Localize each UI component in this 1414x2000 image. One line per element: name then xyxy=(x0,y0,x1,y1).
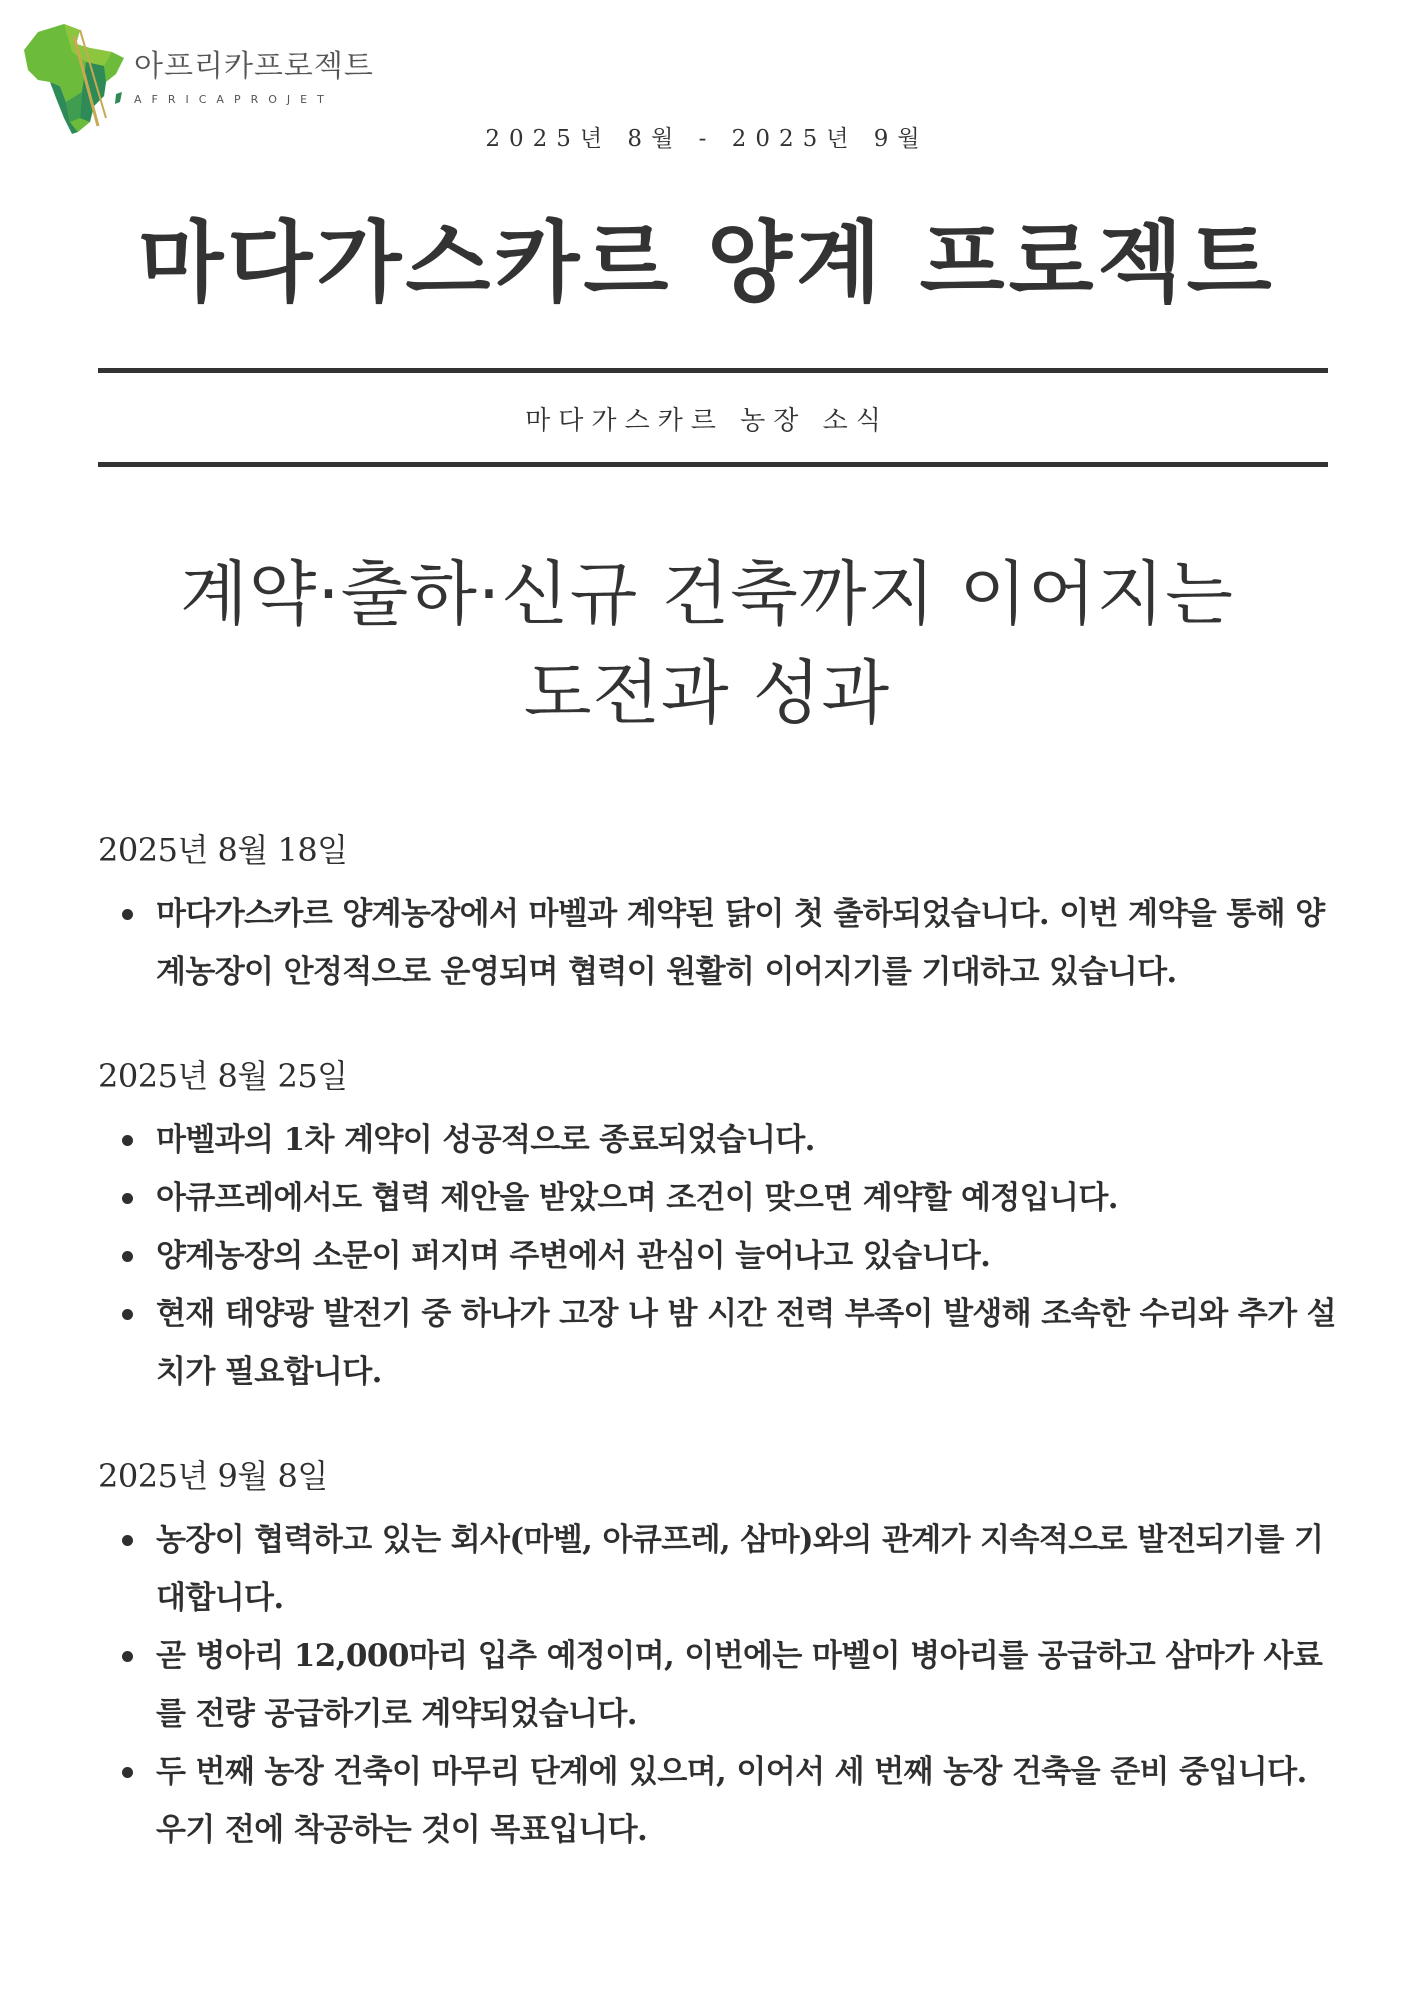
logo xyxy=(20,22,374,134)
africa-map-icon xyxy=(20,22,128,134)
newsletter-subtitle: 마다가스카르 농장 소식 xyxy=(525,406,889,436)
bullet-icon xyxy=(122,909,133,920)
list-item-text: 아큐프레에서도 협력 제안을 받았으며 조건이 맞으면 계약할 예정입니다. xyxy=(156,1180,1118,1216)
section-date: 2025년 8월 25일 xyxy=(98,1057,348,1095)
divider-top xyxy=(98,368,1328,373)
news-content xyxy=(98,825,1338,1909)
list-item xyxy=(98,885,1338,1001)
bullet-icon xyxy=(122,1135,133,1146)
list-item-text: 농장이 협력하고 있는 회사(마벨, 아큐프레, 삼마)와의 관계가 지속적으로 발전되기를 기대합니다. xyxy=(156,1522,1324,1616)
bullet-icon xyxy=(122,1309,133,1320)
bullet-icon xyxy=(122,1651,133,1662)
period-range: 2025년 8월 - 2025년 9월 xyxy=(485,126,929,152)
bullet-icon xyxy=(122,1535,133,1546)
list-item xyxy=(98,1285,1338,1401)
headline xyxy=(0,545,1414,744)
logo-text xyxy=(134,49,374,106)
list-item xyxy=(98,1169,1338,1227)
list-item-text: 곧 병아리 12,000마리 입추 예정이며, 이번에는 마벨이 병아리를 공급하고 삼마가 사료를 전량 공급하기로 계약되었습니다. xyxy=(156,1638,1323,1732)
news-section xyxy=(98,1051,1338,1401)
logo-name-korean: 아프리카프로젝트 xyxy=(134,49,374,84)
list-item-text: 양계농장의 소문이 퍼지며 주변에서 관심이 늘어나고 있습니다. xyxy=(156,1238,991,1274)
bullet-icon xyxy=(122,1193,133,1204)
section-list xyxy=(98,1511,1338,1859)
list-item xyxy=(98,1511,1338,1627)
list-item-text: 두 번째 농장 건축이 마무리 단계에 있으며, 이어서 세 번째 농장 건축을 준비 중입니다. 우기 전에 착공하는 것이 목표입니다. xyxy=(156,1754,1307,1848)
news-section xyxy=(98,1451,1338,1859)
list-item xyxy=(98,1627,1338,1743)
page-title: 마다가스카르 양계 프로젝트 xyxy=(138,211,1276,314)
list-item xyxy=(98,1227,1338,1285)
list-item-text: 현재 태양광 발전기 중 하나가 고장 나 밤 시간 전력 부족이 발생해 조속한 수리와 추가 설치가 필요합니다. xyxy=(156,1296,1336,1390)
list-item xyxy=(98,1111,1338,1169)
bullet-icon xyxy=(122,1251,133,1262)
logo-name-english: AFRICAPROJET xyxy=(134,93,334,106)
headline-line-1: 계약·출하·신규 건축까지 이어지는 xyxy=(180,553,1234,635)
list-item xyxy=(98,1743,1338,1859)
section-list xyxy=(98,885,1338,1001)
list-item-text: 마벨과의 1차 계약이 성공적으로 종료되었습니다. xyxy=(156,1122,815,1158)
divider-bottom xyxy=(98,462,1328,467)
bullet-icon xyxy=(122,1767,133,1778)
list-item-text: 마다가스카르 양계농장에서 마벨과 계약된 닭이 첫 출하되었습니다. 이번 계약을 통해 양계농장이 안정적으로 운영되며 협력이 원활히 이어지기를 기대하고 있습니다. xyxy=(156,896,1325,990)
news-section xyxy=(98,825,1338,1001)
section-list xyxy=(98,1111,1338,1401)
section-date: 2025년 8월 18일 xyxy=(98,831,348,869)
headline-line-2: 도전과 성과 xyxy=(523,652,891,735)
section-date: 2025년 9월 8일 xyxy=(98,1457,328,1495)
